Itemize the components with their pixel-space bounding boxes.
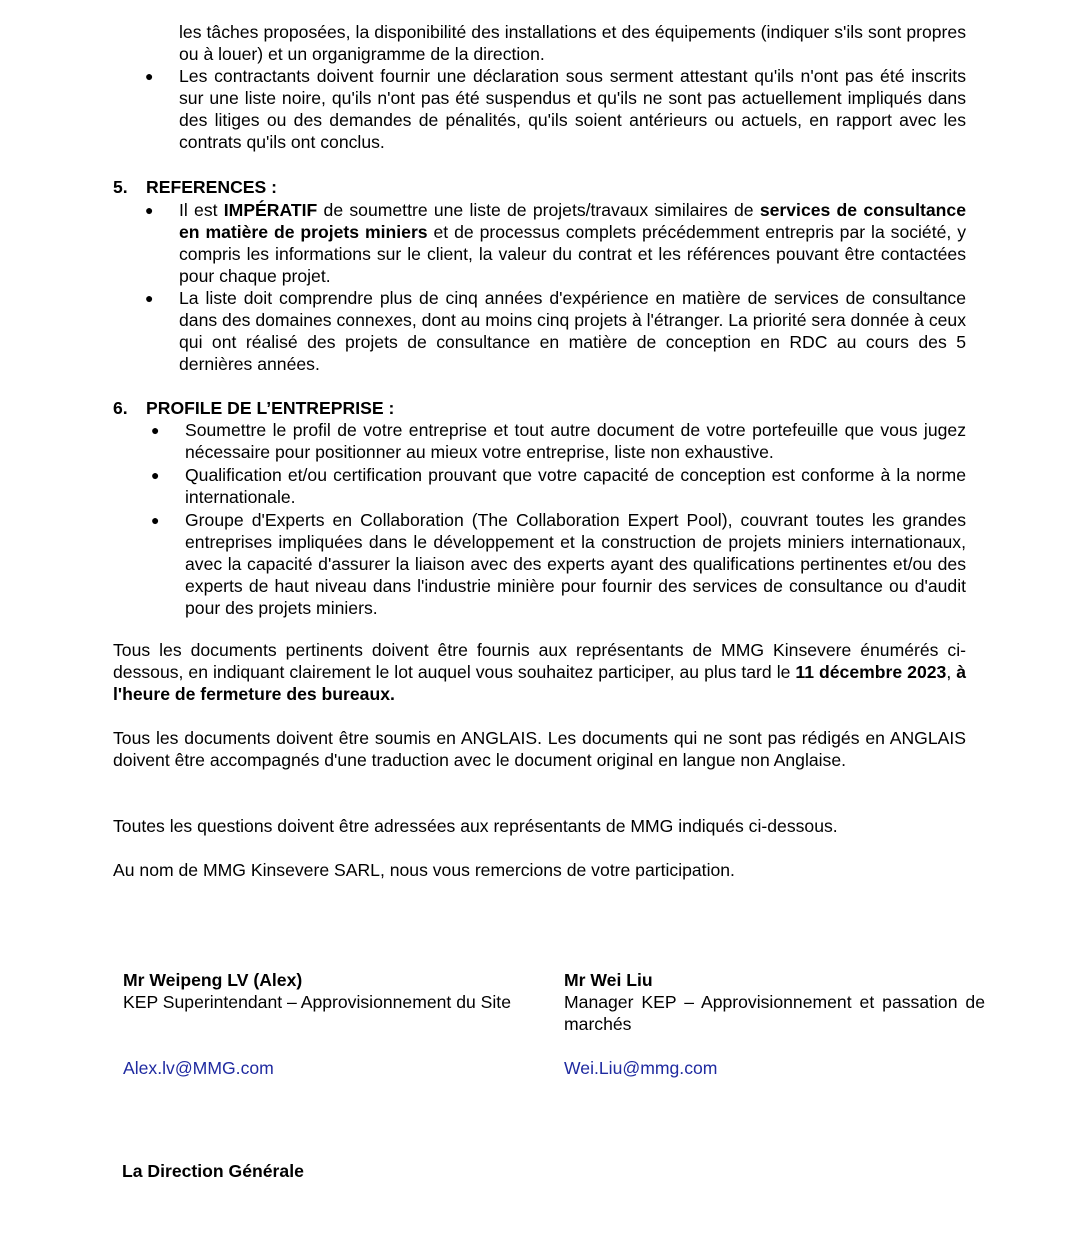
signatory-left-email[interactable]: Alex.lv@MMG.com [123, 1058, 274, 1078]
section-5-title: REFERENCES : [146, 177, 277, 197]
direction-generale-label: La Direction Générale [122, 1161, 304, 1181]
section-6-item-2: Qualification et/ou certification prouvant que votre capacité de conception est conforme à la norme internationale. [185, 465, 966, 507]
bullet-marker: ● [151, 422, 160, 438]
section-6-heading [113, 397, 394, 419]
bullet-marker: ● [145, 202, 154, 218]
text-bold: IMPÉRATIF [223, 200, 318, 220]
signatory-right-name: Mr Wei Liu [564, 970, 653, 990]
section-6-title: PROFILE DE L’ENTREPRISE : [146, 398, 395, 418]
section-6-item-1: Soumettre le profil de votre entreprise et tout autre document de votre portefeuille que vous jugez nécessaire pour positionner au mieux votre entreprise, liste non exhaustive. [185, 420, 966, 462]
bullet-marker: ● [151, 512, 160, 528]
text-bold: services de consultance en matière de projets miniers [179, 200, 966, 242]
submission-deadline-paragraph [113, 639, 966, 705]
section-5-number: 5. [113, 177, 128, 197]
deadline-time: à l'heure de fermeture des bureaux. [113, 662, 967, 704]
bullet-marker: ● [151, 467, 160, 483]
bullet-marker: ● [145, 290, 154, 306]
section-6-number: 6. [113, 398, 128, 418]
deadline-date: 11 décembre 2023 [795, 662, 947, 682]
text-run: de soumettre une liste de projets/travaux similaires de [317, 200, 760, 220]
signatory-left-name: Mr Weipeng LV (Alex) [123, 970, 303, 990]
text-run: , [946, 662, 957, 682]
signatory-left-title: KEP Superintendant – Approvisionnement du Site [123, 992, 511, 1012]
signatory-right [564, 969, 985, 1035]
thanks-paragraph: Au nom de MMG Kinsevere SARL, nous vous remercions de votre participation. [113, 860, 735, 880]
text-run: Il est [179, 200, 224, 220]
section-6-item-3: Groupe d'Experts en Collaboration (The Collaboration Expert Pool), couvrant toutes les grandes entreprises impliquées dans le développement et la construction de projets miniers internationaux, avec la capacité d'assurer la liaison avec des experts ayant des qualifications pertinentes et/ou des experts de haut niveau dans l'industrie minière pour fournir des services de consultance ou d'audit pour des projets miniers. [185, 510, 966, 618]
questions-paragraph: Toutes les questions doivent être adressées aux représentants de MMG indiqués ci-dessous. [113, 816, 838, 836]
signatory-right-title: Manager KEP – Approvisionnement et passation de marchés [564, 992, 985, 1034]
signatory-left [123, 969, 553, 1013]
section-5-item-1 [179, 199, 966, 287]
text-run: Tous les documents pertinents doivent être fournis aux représentants de MMG Kinsevere énumérés ci-dessous, en indiquant clairement le lot auquel vous souhaitez participer, au plus tard le [113, 640, 966, 682]
signatory-right-email[interactable]: Wei.Liu@mmg.com [564, 1058, 718, 1078]
intro-bullet-declaration: Les contractants doivent fournir une déclaration sous serment attestant qu'ils n'ont pas été inscrits sur une liste noire, qu'ils n'ont pas été suspendus et qu'ils ne sont pas actuellement impliqués dans des litiges ou des demandes de pénalités, qu'ils soient antérieurs ou actuels, en rapport avec les contrats qu'ils ont conclus. [179, 66, 966, 152]
section-5-heading [113, 176, 277, 198]
intro-bullet-continuation: les tâches proposées, la disponibilité des installations et des équipements (indiquer s'ils sont propres ou à louer) et un organigramme de la direction. [179, 22, 966, 64]
text-run: et de processus complets précédemment entrepris par la société, y compris les informations sur le client, la valeur du contrat et les références pouvant être contactées pour chaque projet. [179, 222, 967, 286]
language-paragraph: Tous les documents doivent être soumis en ANGLAIS. Les documents qui ne sont pas rédigés en ANGLAIS doivent être accompagnés d'une traduction avec le document original en langue non Anglaise. [113, 728, 966, 770]
section-5-item-2: La liste doit comprendre plus de cinq années d'expérience en matière de services de consultance dans des domaines connexes, dont au moins cinq projets à l'étranger. La priorité sera donnée à ceux qui ont réalisé des projets de consultance en matière de conception en RDC au cours des 5 dernières années. [179, 288, 966, 374]
bullet-marker: ● [145, 68, 154, 84]
